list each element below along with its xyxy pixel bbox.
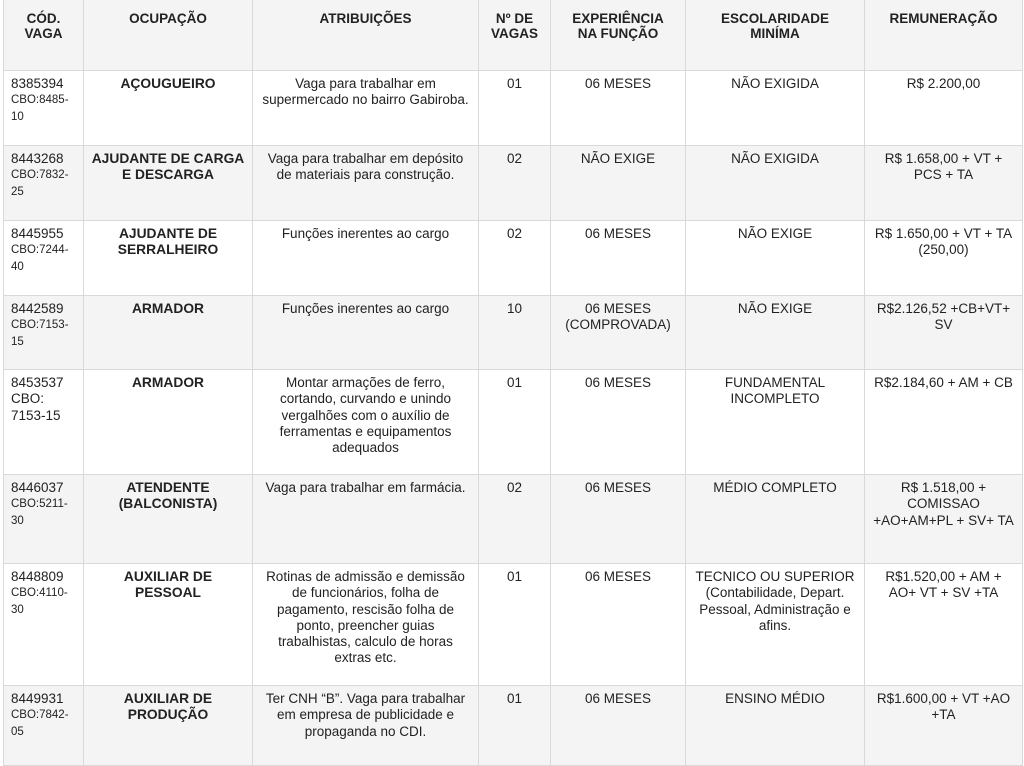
table-row: [4, 221, 1023, 296]
cbo-code: CBO:7832- 25: [11, 169, 69, 198]
header-escolaridade: ESCOLARIDADE MINÍMA: [686, 0, 865, 71]
cbo-code: CBO: 7153-15: [11, 391, 61, 423]
vacancy-code: 8449931: [11, 691, 64, 706]
cell-cod-vaga: [4, 475, 84, 564]
cell-remuneracao: R$2.184,60 + AM + CB: [865, 370, 1023, 475]
cell-escolaridade: NÃO EXIGE: [686, 296, 865, 370]
header-experiencia: EXPERIÊNCIA NA FUNÇÃO: [551, 0, 686, 71]
cell-ocupacao: AÇOUGUEIRO: [84, 71, 253, 146]
vacancy-code: 8443268: [11, 151, 64, 166]
cell-ocupacao: ARMADOR: [84, 296, 253, 370]
cell-ocupacao: ARMADOR: [84, 370, 253, 475]
cell-cod-vaga: [4, 370, 84, 475]
header-ocupacao: OCUPAÇÃO: [84, 0, 253, 71]
cbo-code: CBO:7842- 05: [11, 709, 69, 738]
cell-num-vagas: 02: [479, 475, 551, 564]
cell-atribuicoes: Montar armações de ferro, cortando, curvando e unindo vergalhões com o auxílio de ferramentas e equipamentos adequados: [253, 370, 479, 475]
table-row: [4, 686, 1023, 766]
cell-experiencia: 06 MESES: [551, 686, 686, 766]
cell-atribuicoes: Vaga para trabalhar em depósito de materiais para construção.: [253, 146, 479, 221]
cell-ocupacao: ATENDENTE (BALCONISTA): [84, 475, 253, 564]
cbo-code: CBO:4110- 30: [11, 587, 68, 616]
cell-remuneracao: R$ 1.650,00 + VT + TA (250,00): [865, 221, 1023, 296]
table-row: [4, 146, 1023, 221]
header-remuneracao: REMUNERAÇÃO: [865, 0, 1023, 71]
cell-cod-vaga: [4, 686, 84, 766]
header-atribuicoes: ATRIBUIÇÕES: [253, 0, 479, 71]
cell-remuneracao: R$ 1.658,00 + VT + PCS + TA: [865, 146, 1023, 221]
cell-escolaridade: ENSINO MÉDIO: [686, 686, 865, 766]
table-row: [4, 370, 1023, 475]
table-row: [4, 564, 1023, 686]
vacancy-code: 8453537: [11, 375, 64, 390]
cell-num-vagas: 01: [479, 71, 551, 146]
header-cod-vaga: CÓD. VAGA: [4, 0, 84, 71]
cell-remuneracao: R$1.600,00 + VT +AO +TA: [865, 686, 1023, 766]
cell-escolaridade: NÃO EXIGIDA: [686, 146, 865, 221]
cell-remuneracao: R$ 2.200,00: [865, 71, 1023, 146]
cell-cod-vaga: [4, 221, 84, 296]
table-row: [4, 475, 1023, 564]
cell-experiencia: 06 MESES (COMPROVADA): [551, 296, 686, 370]
cell-atribuicoes: Funções inerentes ao cargo: [253, 296, 479, 370]
cell-escolaridade: FUNDAMENTAL INCOMPLETO: [686, 370, 865, 475]
vacancy-code: 8442589: [11, 301, 64, 316]
job-vacancies-table: [3, 0, 1023, 766]
cell-num-vagas: 10: [479, 296, 551, 370]
table-row: [4, 71, 1023, 146]
cell-atribuicoes: Rotinas de admissão e demissão de funcionários, folha de pagamento, rescisão folha de ponto, preencher guias trabalhistas, calculo de horas extras etc.: [253, 564, 479, 686]
cell-num-vagas: 01: [479, 686, 551, 766]
cbo-code: CBO:7153- 15: [11, 319, 69, 348]
cell-ocupacao: AUXILIAR DE PESSOAL: [84, 564, 253, 686]
cell-experiencia: 06 MESES: [551, 475, 686, 564]
cell-num-vagas: 01: [479, 370, 551, 475]
vacancy-code: 8448809: [11, 569, 64, 584]
cell-num-vagas: 02: [479, 146, 551, 221]
cbo-code: CBO:8485- 10: [11, 94, 69, 123]
cell-experiencia: 06 MESES: [551, 221, 686, 296]
cell-experiencia: 06 MESES: [551, 71, 686, 146]
cell-cod-vaga: [4, 564, 84, 686]
cell-remuneracao: R$2.126,52 +CB+VT+ SV: [865, 296, 1023, 370]
cell-cod-vaga: [4, 296, 84, 370]
cell-cod-vaga: [4, 146, 84, 221]
cell-atribuicoes: Vaga para trabalhar em supermercado no bairro Gabiroba.: [253, 71, 479, 146]
cell-experiencia: NÃO EXIGE: [551, 146, 686, 221]
header-num-vagas: Nº DE VAGAS: [479, 0, 551, 71]
cell-num-vagas: 01: [479, 564, 551, 686]
cell-atribuicoes: Ter CNH “B”. Vaga para trabalhar em empresa de publicidade e propaganda no CDI.: [253, 686, 479, 766]
cell-remuneracao: R$ 1.518,00 + COMISSAO +AO+AM+PL + SV+ TA: [865, 475, 1023, 564]
vacancy-code: 8385394: [11, 76, 64, 91]
vacancy-code: 8446037: [11, 480, 64, 495]
cell-experiencia: 06 MESES: [551, 564, 686, 686]
vacancy-code: 8445955: [11, 226, 64, 241]
cell-ocupacao: AUXILIAR DE PRODUÇÃO: [84, 686, 253, 766]
cell-remuneracao: R$1.520,00 + AM + AO+ VT + SV +TA: [865, 564, 1023, 686]
table-row: [4, 296, 1023, 370]
cbo-code: CBO:7244- 40: [11, 244, 69, 273]
cell-ocupacao: AJUDANTE DE SERRALHEIRO: [84, 221, 253, 296]
cell-escolaridade: MÉDIO COMPLETO: [686, 475, 865, 564]
cell-cod-vaga: [4, 71, 84, 146]
cell-escolaridade: NÃO EXIGE: [686, 221, 865, 296]
cell-ocupacao: AJUDANTE DE CARGA E DESCARGA: [84, 146, 253, 221]
cbo-code: CBO:5211- 30: [11, 498, 68, 527]
cell-atribuicoes: Funções inerentes ao cargo: [253, 221, 479, 296]
cell-experiencia: 06 MESES: [551, 370, 686, 475]
cell-atribuicoes: Vaga para trabalhar em farmácia.: [253, 475, 479, 564]
cell-escolaridade: TECNICO OU SUPERIOR (Contabilidade, Depart. Pessoal, Administração e afins.: [686, 564, 865, 686]
cell-escolaridade: NÃO EXIGIDA: [686, 71, 865, 146]
header-row: [4, 0, 1023, 71]
cell-num-vagas: 02: [479, 221, 551, 296]
